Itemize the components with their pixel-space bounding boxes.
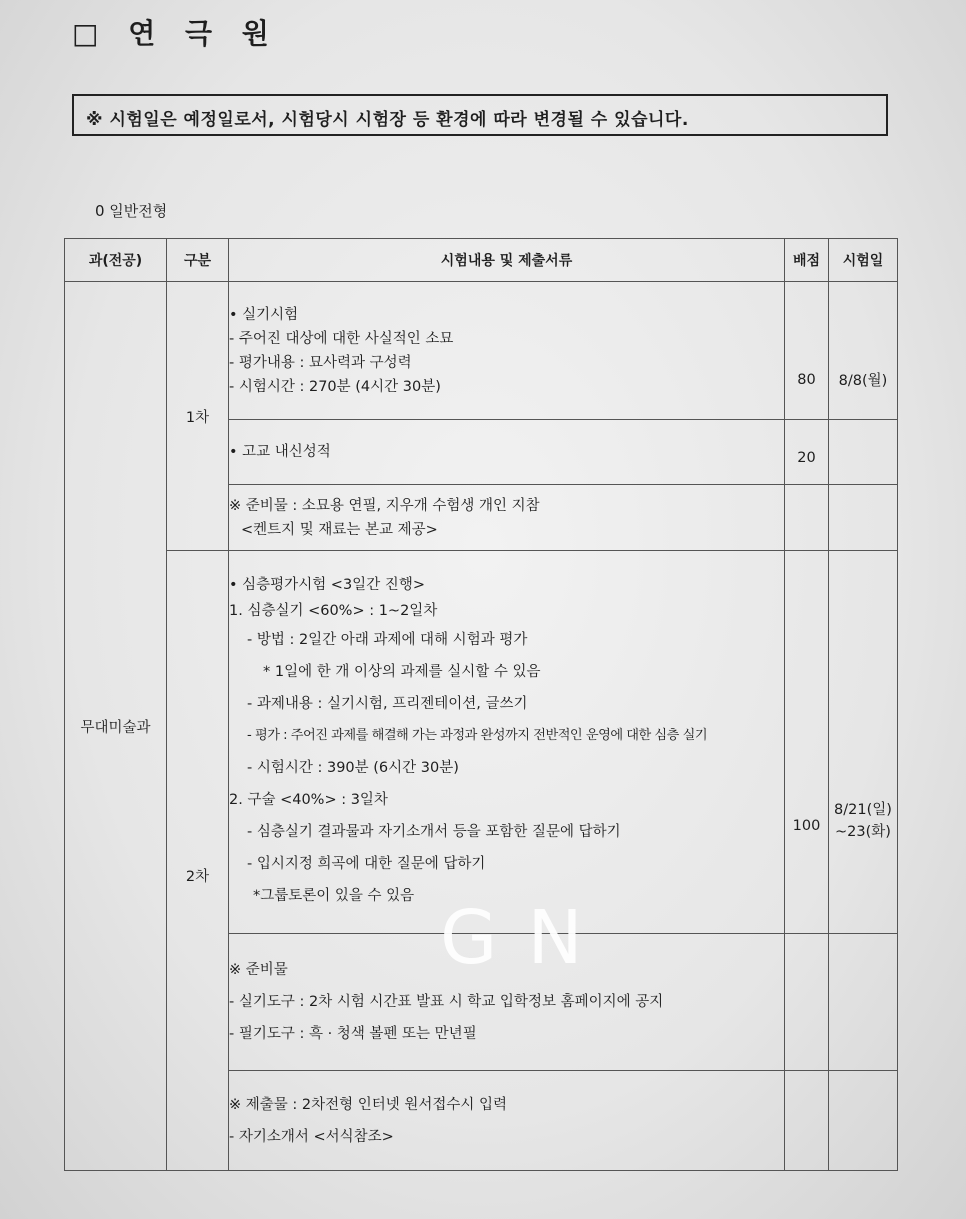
stage2-exam-date [829,551,898,934]
stage2-submission-score [785,1071,829,1171]
content-line: - 심층실기 결과물과 자기소개서 등을 포함한 질문에 답하기 [247,824,621,840]
notice-box: ※ 시험일은 예정일로서, 시험당시 시험장 등 환경에 따라 변경될 수 있습니다. [72,94,888,136]
dept-cell: 무대미술과 [65,282,167,1171]
stage1-label: 1차 [167,282,229,551]
stage1-grades-content [229,420,785,485]
row-stage1-practical [65,282,898,420]
header-dept: 과(전공) [65,239,167,282]
date-line: 8/21(일) [834,802,892,818]
content-line: • 고교 내신성적 [229,444,331,460]
content-line: *그룹토론이 있을 수 있음 [253,888,415,904]
content-line: ※ 준비물 [229,962,288,978]
stage1-grades-score: 20 [785,420,829,485]
header-content: 시험내용 및 제출서류 [229,239,785,282]
stage2-label: 2차 [167,551,229,1171]
stage2-materials-date [829,934,898,1071]
content-line: - 시험시간 : 270분 (4시간 30분) [229,378,441,395]
date-line: ~23(화) [835,824,891,840]
exam-table [64,238,898,1171]
stage1-practical-date: 8/8(월) [829,282,898,420]
content-line: - 실기도구 : 2차 시험 시간표 발표 시 학교 입학정보 홈페이지에 공지 [229,994,664,1010]
stage2-submission-date [829,1071,898,1171]
stage2-materials-score [785,934,829,1071]
stage1-materials-score [785,485,829,551]
header-score: 배점 [785,239,829,282]
header-date: 시험일 [829,239,898,282]
stage1-materials-content [229,485,785,551]
row-stage2-exam [65,551,898,934]
content-line: - 입시지정 희곡에 대한 질문에 답하기 [247,856,486,872]
content-line: - 평가 : 주어진 과제를 해결해 가는 과정과 완성까지 전반적인 운영에 대한 심층 실기 [247,728,708,743]
content-line: ※ 준비물 : 소묘용 연필, 지우개 수험생 개인 지참 [229,497,540,514]
header-stage: 구분 [167,239,229,282]
content-line: - 자기소개서 <서식참조> [229,1128,394,1145]
stage1-practical-content [229,282,785,420]
content-line: <켄트지 및 재료는 본교 제공> [241,521,438,538]
page-heading: □ 연 극 원 [72,17,279,50]
content-line: - 방법 : 2일간 아래 과제에 대해 시험과 평가 [247,632,528,648]
content-line: - 주어진 대상에 대한 사실적인 소묘 [229,330,454,347]
content-line: • 심층평가시험 <3일간 진행> [229,577,425,593]
stage2-exam-content [229,551,785,934]
watermark: GN [440,895,613,981]
stage1-practical-score: 80 [785,282,829,420]
content-line: - 시험시간 : 390분 (6시간 30분) [247,760,459,776]
content-line: - 필기도구 : 흑 · 청색 볼펜 또는 만년필 [229,1026,477,1042]
content-line: - 평가내용 : 묘사력과 구성력 [229,354,412,371]
stage2-submission-content [229,1071,785,1171]
content-line: 2. 구술 <40%> : 3일차 [229,792,388,808]
content-line: ※ 제출물 : 2차전형 인터넷 원서접수시 입력 [229,1096,508,1113]
stage1-grades-date [829,420,898,485]
header-row [65,239,898,282]
section-title: 0 일반전형 [95,202,168,220]
content-line: - 과제내용 : 실기시험, 프리젠테이션, 글쓰기 [247,696,528,712]
content-line: * 1일에 한 개 이상의 과제를 실시할 수 있음 [263,664,541,680]
content-line: • 실기시험 [229,306,299,323]
content-line: 1. 심층실기 <60%> : 1~2일차 [229,603,438,619]
stage2-exam-score: 100 [785,551,829,934]
stage1-materials-date [829,485,898,551]
